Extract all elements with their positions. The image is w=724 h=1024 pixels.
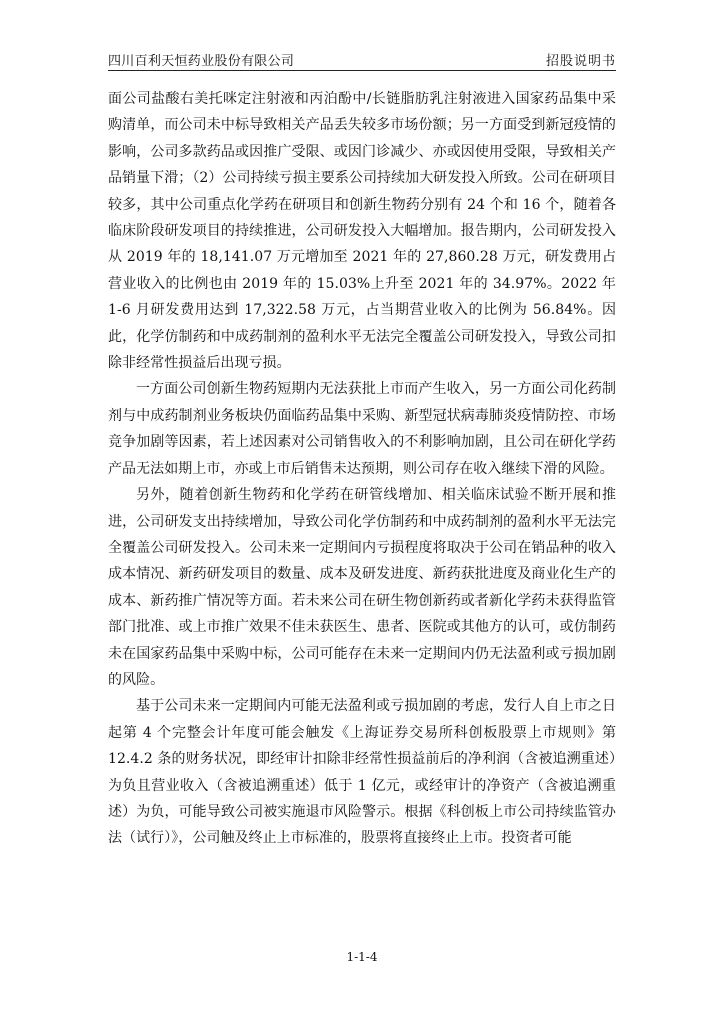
paragraph-revenue-risk: 一方面公司创新生物药短期内无法获批上市而产生收入，另一方面公司化药制剂与中成药制剂业务板块仍面临药品集中采购、新型冠状病毒肺炎疫情防控、市场竞争加剧等因素，若上述因素对公司销售收入的不利影响加剧，且公司在研化学药产品无法如期上市，亦或上市后销售未达预期，则公司存在收入继续下滑的风险。	[108, 381, 616, 477]
page-header	[108, 44, 616, 71]
paragraph-continuation: 面公司盐酸右美托咪定注射液和丙泊酚中/长链脂肪乳注射液进入国家药品集中采购清单，而公司未中标导致相关产品丢失较多市场份额；另一方面受到新冠疫情的影响，公司多款药品或因推广受限、或因门诊减少、亦或因使用受限，导致相关产品销量下滑；（2）公司持续亏损主要系公司持续加大研发投入所致。公司在研项目较多，其中公司重点化学药在研项目和创新生物药分别有 24 个和 16 个，随着各临床阶段研发项目的持续推进，公司研发投入大幅增加。报告期内，公司研发投入从 2019 年的 18,141.07 万元增加至 2021 年的 27,860.28 万元，研发费用占营业收入的比例也由 2019 年的 15.03%上升至 2021 年的 34.97%。2022 年 1-6 月研发费用达到 17,322.58 万元，占当期营业收入的比例为 56.84%。因此，化学仿制药和中成药制剂的盈利水平无法完全覆盖公司研发投入，导致公司扣除非经常性损益后出现亏损。	[108, 91, 616, 372]
header-document-type: 招股说明书	[545, 54, 616, 69]
page-number: 1-1-4	[346, 950, 378, 964]
paragraph-loss-risk: 另外，随着创新生物药和化学药在研管线增加、相关临床试验不断开展和推进，公司研发支出持续增加，导致公司化学仿制药和中成药制剂的盈利水平无法完全覆盖公司研发投入。公司未来一定期间内亏损程度将取决于公司在销品种的收入成本情况、新药研发项目的数量、成本及研发进度、新药获批进度及商业化生产的成本、新药推广情况等方面。若未来公司在研生物创新药或者新化学药未获得监管部门批准、或上市推广效果不佳未获医生、患者、医院或其他方的认可，或仿制药未在国家药品集中采购中标，公司可能存在未来一定期间内仍无法盈利或亏损加剧的风险。	[108, 487, 616, 688]
document-body	[108, 86, 616, 852]
paragraph-delisting-risk: 基于公司未来一定期间内可能无法盈利或亏损加剧的考虑，发行人自上市之日起第 4 个完整会计年度可能会触发《上海证券交易所科创板股票上市规则》第 12.4.2 条的财务状况，即经审计扣除非经常性损益前后的净利润（含被追溯重述）为负且营业收入（含被追溯重述）低于 1 亿元，或经审计的净资产（含被追溯重述）为负，可能导致公司被实施退市风险警示。根据《科创板上市公司持续监管办法（试行）》，公司触及终止上市标准的，股票将直接终止上市。投资者可能	[108, 698, 616, 847]
header-company-name: 四川百利天恒药业股份有限公司	[108, 54, 295, 69]
